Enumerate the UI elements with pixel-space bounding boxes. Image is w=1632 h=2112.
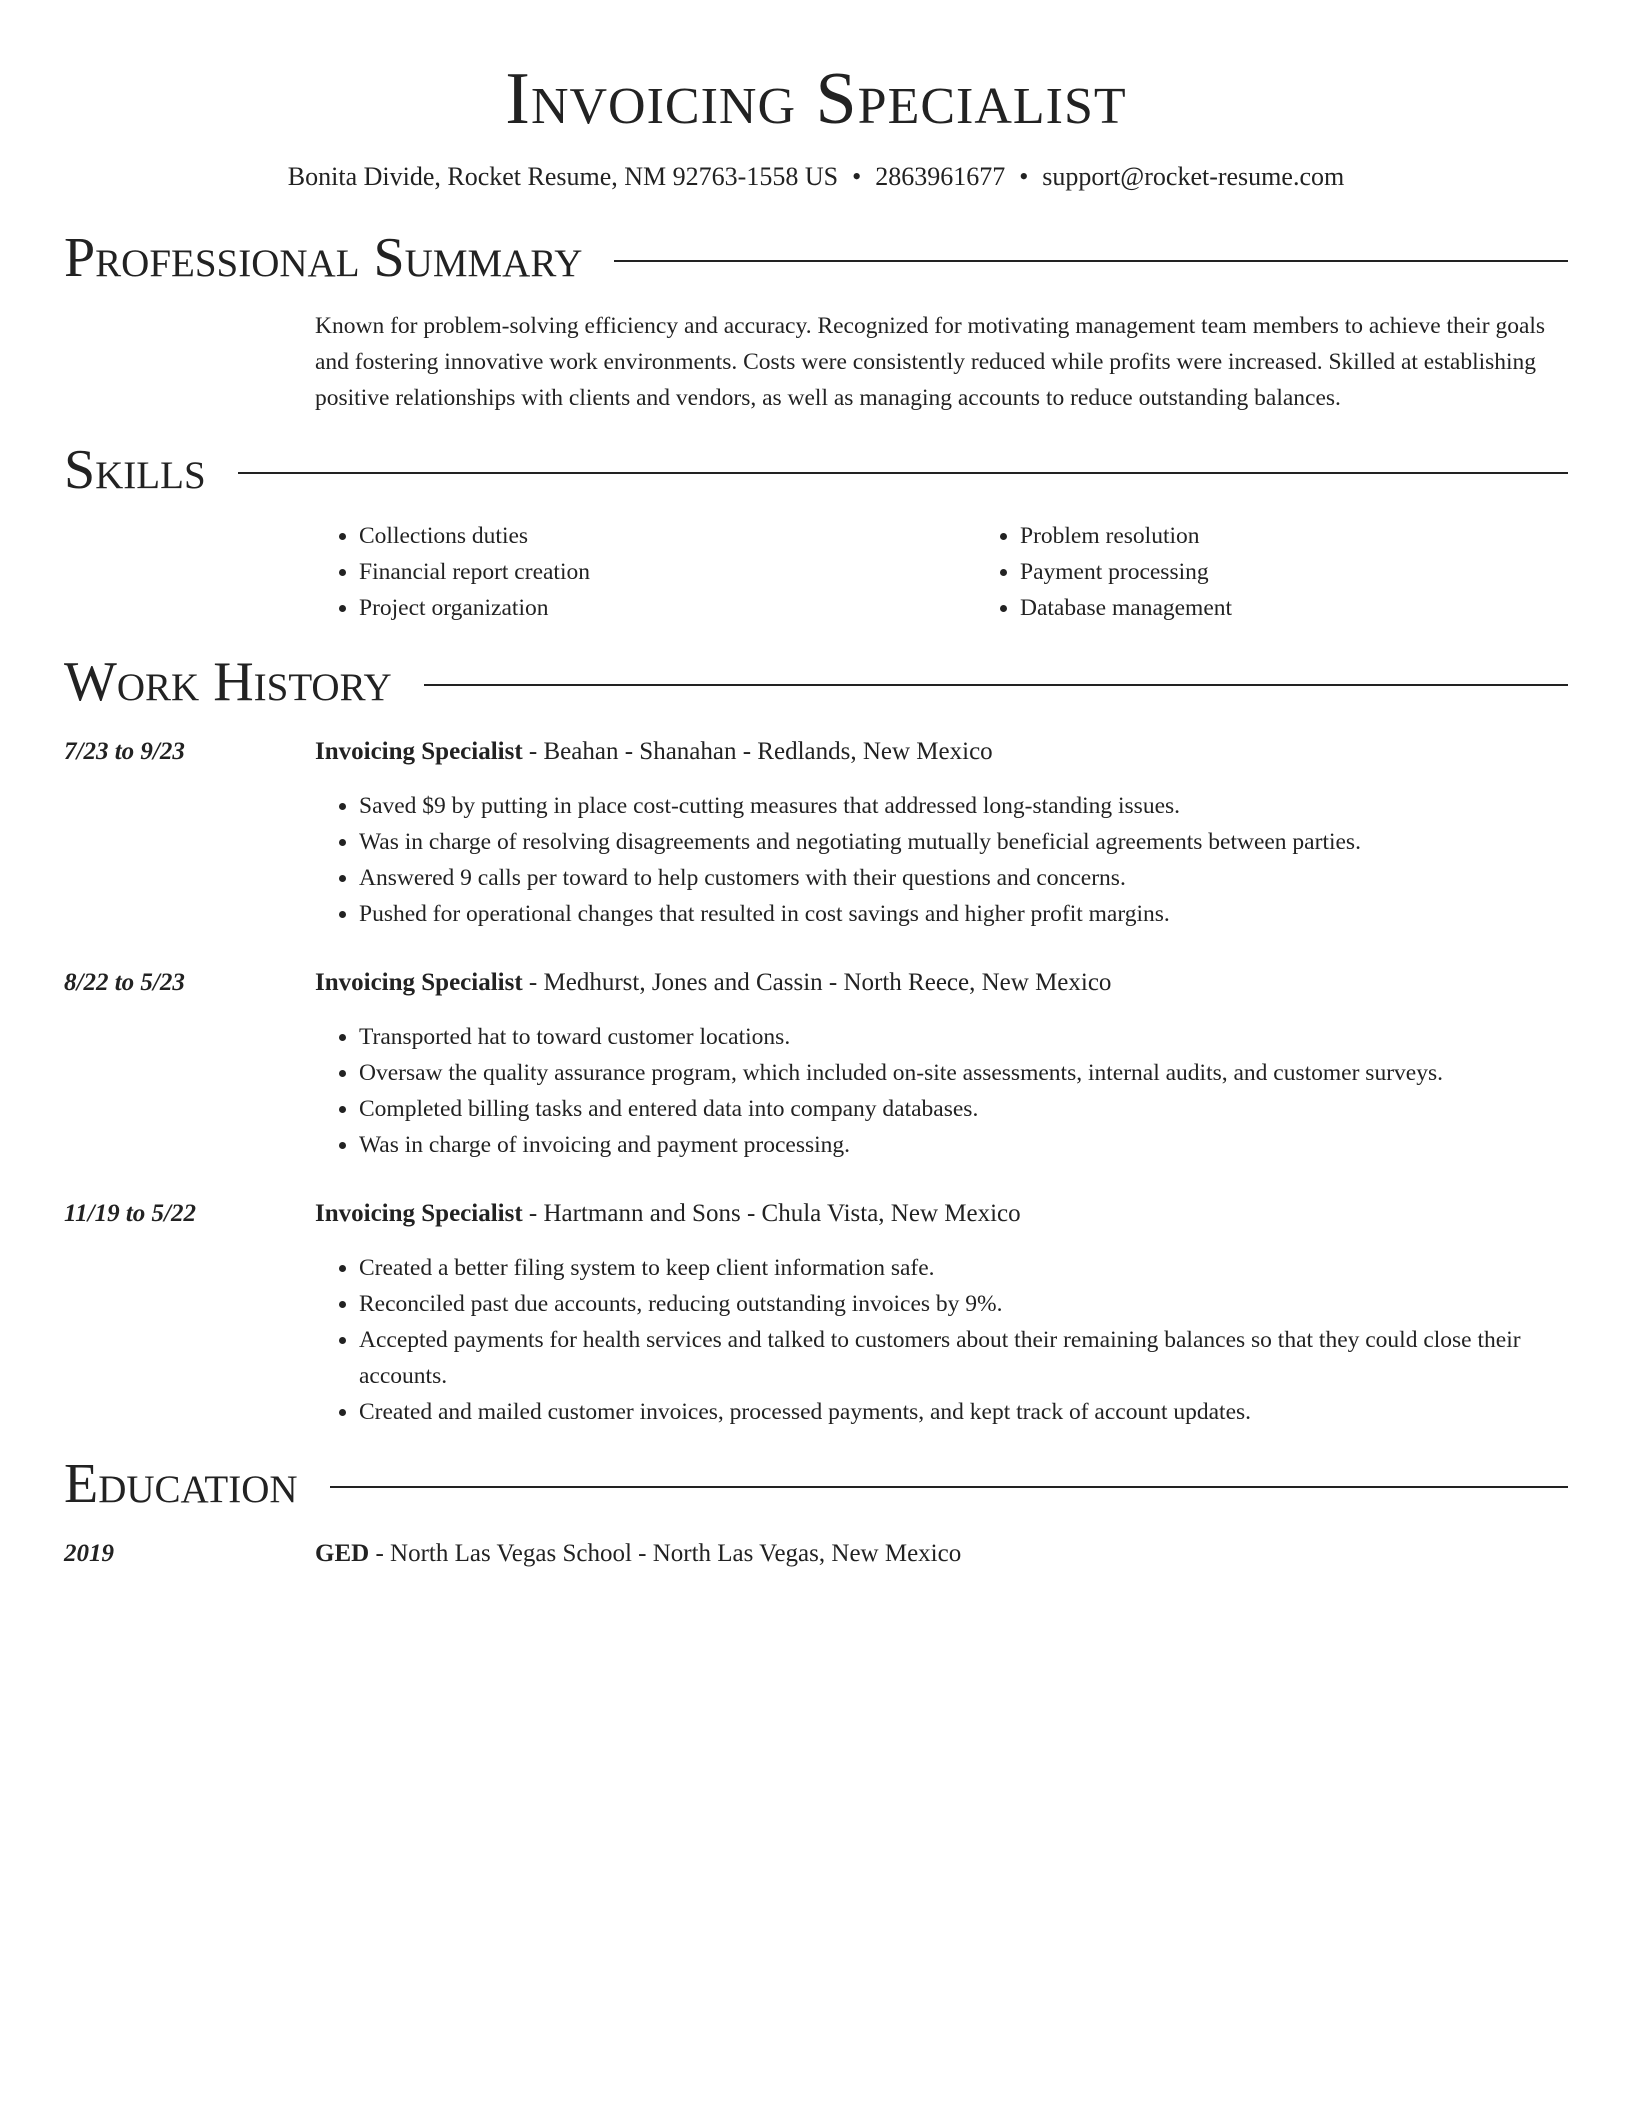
- summary-section-header: [64, 227, 1568, 289]
- work-section-header: [64, 651, 1568, 713]
- job-bullet: • Reconciled past due accounts, reducing outstanding invoices by 9%.: [359, 1286, 1568, 1322]
- summary-left-spacer: [64, 308, 315, 416]
- contact-separator: •: [1019, 162, 1029, 191]
- job-bullet: • Saved $9 by putting in place cost-cutting measures that addressed long-standing issues.: [359, 788, 1568, 824]
- skill-item: • Database management: [1020, 590, 1568, 626]
- education-details: North Las Vegas School - North Las Vegas, New Mexico: [390, 1540, 962, 1567]
- skill-item: • Project organization: [359, 590, 976, 626]
- job-body: [315, 734, 1568, 932]
- contact-separator: •: [852, 162, 862, 191]
- job-bullet: • Accepted payments for health services and talked to customers about their remaining balances so that they could close their accounts.: [359, 1322, 1568, 1394]
- skills-row: [64, 518, 1568, 626]
- job-bullet-list: [315, 1250, 1568, 1430]
- contact-phone: 2863961677: [875, 162, 1006, 191]
- job-body: [315, 965, 1568, 1163]
- job-bullet: • Transported hat to toward customer locations.: [359, 1019, 1568, 1055]
- job-bullet: • Answered 9 calls per toward to help customers with their questions and concerns.: [359, 860, 1568, 896]
- job-bullet-list: [315, 1019, 1568, 1163]
- education-line: [315, 1536, 1568, 1572]
- section-divider: [238, 472, 1568, 474]
- job-dash: -: [522, 738, 544, 765]
- education-entry: [64, 1536, 1568, 1572]
- job-bullet: • Was in charge of resolving disagreements and negotiating mutually beneficial agreements between parties.: [359, 824, 1568, 860]
- job-body: [315, 1196, 1568, 1430]
- job-title-line: [315, 1196, 1568, 1232]
- skills-list-left: [315, 518, 976, 626]
- job-bullet: • Pushed for operational changes that resulted in cost savings and higher profit margins.: [359, 896, 1568, 932]
- job-details: Medhurst, Jones and Cassin - North Reece, New Mexico: [543, 969, 1112, 996]
- section-divider: [424, 684, 1568, 686]
- contact-email: support@rocket-resume.com: [1042, 162, 1345, 191]
- summary-body: [315, 308, 1568, 416]
- job-role: Invoicing Specialist: [315, 1200, 523, 1227]
- education-degree: GED: [315, 1540, 370, 1567]
- job-bullet: • Was in charge of invoicing and payment processing.: [359, 1127, 1568, 1163]
- skill-item: • Payment processing: [1020, 554, 1568, 590]
- job-bullet: • Oversaw the quality assurance program, which included on-site assessments, internal audits, and customer surveys.: [359, 1055, 1568, 1091]
- skills-left-spacer: [64, 518, 315, 626]
- summary-row: [64, 308, 1568, 416]
- summary-section-title: Professional Summary: [64, 227, 583, 289]
- education-dash: -: [369, 1540, 391, 1567]
- resume-name: Invoicing Specialist: [505, 58, 1127, 140]
- education-year: 2019: [64, 1540, 114, 1567]
- job-entry: [64, 1196, 1568, 1430]
- section-divider: [330, 1486, 1568, 1488]
- summary-text: Known for problem-solving efficiency and accuracy. Recognized for motivating management team members to achieve their goals and fostering innovative work environments. Costs were consistently reduced while profits were increased. Skilled at establishing positive relationships with clients and vendors, as well as managing accounts to reduce outstanding balances.: [315, 313, 1546, 411]
- job-bullet: • Created a better filing system to keep client information safe.: [359, 1250, 1568, 1286]
- skill-item: • Collections duties: [359, 518, 976, 554]
- contact-address: Bonita Divide, Rocket Resume, NM 92763-1558 US: [287, 162, 839, 191]
- skills-grid: [315, 518, 1568, 626]
- contact-line: [64, 164, 1568, 190]
- job-entry: [64, 965, 1568, 1163]
- job-bullet-list: [315, 788, 1568, 932]
- job-title-line: [315, 965, 1568, 1001]
- job-role: Invoicing Specialist: [315, 969, 523, 996]
- job-bullet: • Completed billing tasks and entered data into company databases.: [359, 1091, 1568, 1127]
- resume-page: [64, 0, 1568, 1572]
- job-dates: 8/22 to 5/23: [64, 969, 185, 996]
- skill-item: • Financial report creation: [359, 554, 976, 590]
- job-dash: -: [522, 969, 544, 996]
- education-section-title: Education: [64, 1453, 298, 1515]
- job-details: Beahan - Shanahan - Redlands, New Mexico: [543, 738, 993, 765]
- work-section-title: Work History: [64, 651, 392, 713]
- education-section-header: [64, 1453, 1568, 1515]
- job-entry: [64, 734, 1568, 932]
- skills-list-right: [976, 518, 1568, 626]
- skills-section-title: Skills: [64, 439, 206, 501]
- job-dates: 11/19 to 5/22: [64, 1200, 196, 1227]
- job-dash: -: [522, 1200, 544, 1227]
- job-details: Hartmann and Sons - Chula Vista, New Mexico: [543, 1200, 1021, 1227]
- section-divider: [614, 260, 1568, 262]
- job-title-line: [315, 734, 1568, 770]
- job-dates: 7/23 to 9/23: [64, 738, 185, 765]
- job-bullet: • Created and mailed customer invoices, processed payments, and kept track of account updates.: [359, 1394, 1568, 1430]
- education-body: [315, 1536, 1568, 1572]
- job-role: Invoicing Specialist: [315, 738, 523, 765]
- skills-section-header: [64, 439, 1568, 501]
- skill-item: • Problem resolution: [1020, 518, 1568, 554]
